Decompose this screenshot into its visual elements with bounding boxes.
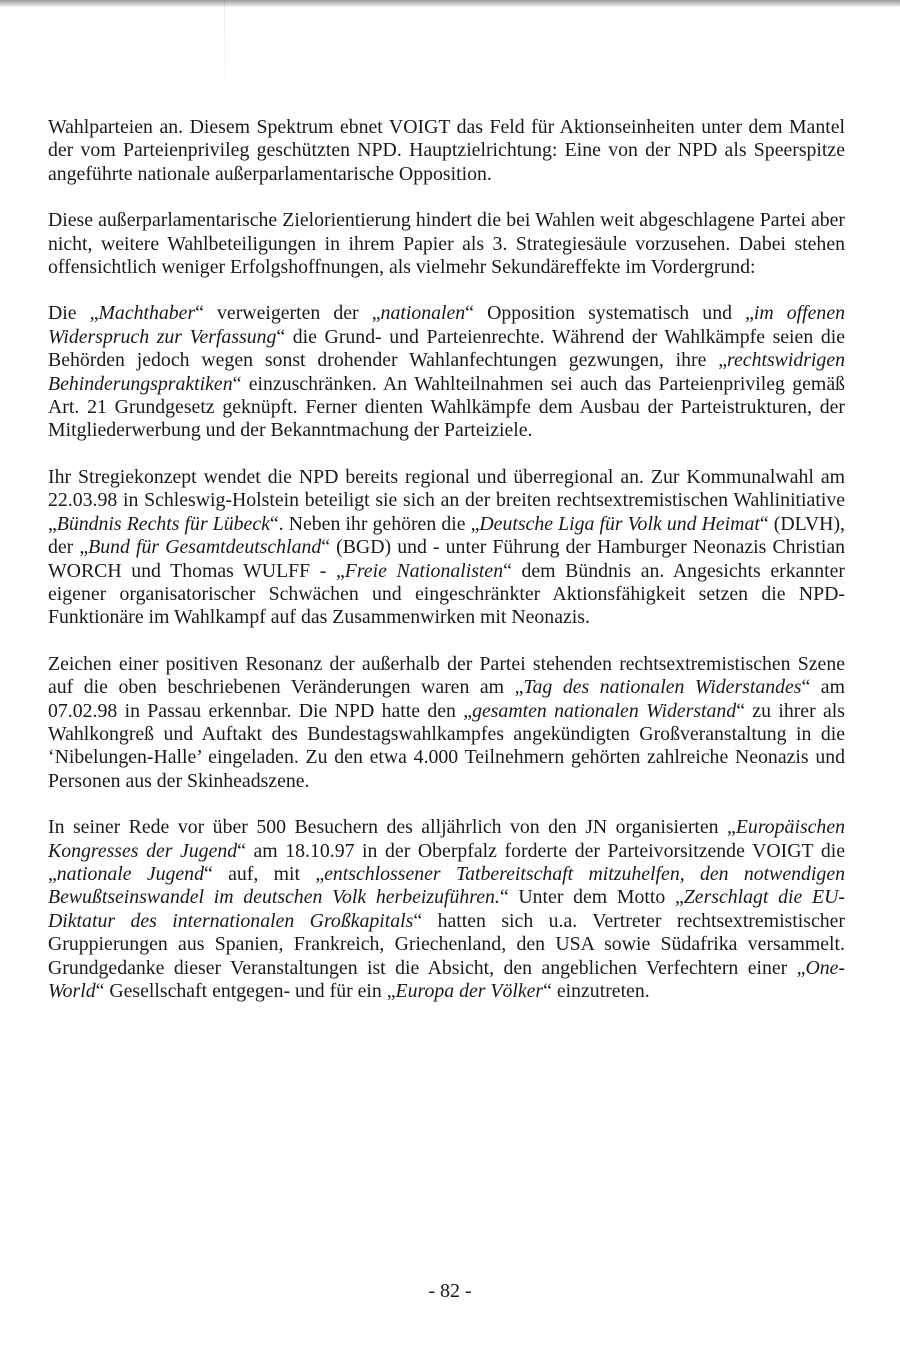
italic-quote: im offenen Widerspruch zur Verfassung [48,302,845,348]
text-run: “ einzuschränken. An Wahlteilnahmen sei auch das Parteienprivileg gemäß Art. 21 Grundgesetz geknüpft. Ferner dienten Wahlkämpfe dem Ausbau der Parteistrukturen, der Mitgliederwerbung und der Bekanntmachung der Parteiziele. [48,372,845,442]
text-run: In seiner Rede vor über 500 Besuchern des alljährlich von den JN organisierten „ [48,816,736,839]
paragraph-1 [48,116,845,186]
text-run: Zeichen einer positiven Resonanz der außerhalb der Partei stehenden rechtsextremistischen Szene auf die oben beschriebenen Veränderungen waren am „ [48,652,845,699]
italic-quote: Zerschlagt die EU-Diktatur des internationalen Großkapitals [48,886,845,932]
scan-top-edge [0,0,900,7]
text-run: “ hatten sich u.a. Vertreter rechtsextremistischer Gruppierungen aus Spanien, Frankreich, Griechenland, den USA sowie Südafrika versammelt. Grundgedanke dieser Veranstaltungen ist die Absicht, den angeblichen Verfechtern einer „ [48,909,845,979]
page-body [48,116,845,1026]
text-run: “ einzutreten. [543,980,650,1002]
italic-quote: Europa der Völker [395,980,544,1002]
paragraph-3 [48,302,845,442]
text-run: “ zu ihrer als Wahlkongreß und Auftakt des Bundestagswahlkampfes angekündigten Großveranstaltung in die ‘Nibelungen-Halle’ eingeladen. Zu den etwa 4.000 Teilnehmern gehörten zahlreiche Neonazis und Personen aus der Skinheadszene. [48,699,845,792]
italic-quote: nationale Jugend [56,862,204,885]
italic-quote: nationalen [380,302,466,325]
text-run: “ verweigerten der „ [195,302,381,325]
paragraph-5 [48,653,845,793]
italic-quote: Bündnis Rechts für Lübeck [56,512,270,535]
text-run: “ die Grund- und Parteienrechte. Während der Wahlkämpfe seien die Behörden jedoch wegen sonst drohender Wahlanfechtungen gezwungen, ihre „ [48,325,845,372]
scan-shadow [224,0,225,100]
paragraph-6 [48,816,845,1003]
italic-quote: Bund für Gesamtdeutschland [88,536,322,559]
italic-quote: Machthaber [98,302,196,325]
text-run: Diese außerparlamentarische Zielorientierung hindert die bei Wahlen weit abgeschlagene Partei aber nicht, weitere Wahlbeteiligungen in ihrem Papier als 3. Strategiesäule vorzusehen. Dabei stehen offensichtlich weniger Erfolgshoffnungen, als vielmehr Sekundäreffekte im Vordergrund: [48,209,845,279]
text-run: “ Opposition systematisch und „ [465,302,754,325]
text-run: “ am 18.10.97 in der Oberpfalz forderte der Parteivorsitzende VOIGT die „ [48,839,845,885]
text-run: “ Gesellschaft entgegen- und für ein „ [95,980,396,1002]
paragraph-2 [48,209,845,279]
text-run: Ihr Stregiekonzept wendet die NPD bereits regional und überregional an. Zur Kommunalwahl am 22.03.98 in Schleswig-Holstein beteiligt sie sich an der breiten rechtsextremistischen Wahlinitiative „ [48,465,845,535]
text-run: “ (BGD) und - unter Führung der Hamburger Neonazis Christian WORCH und Thomas WULFF - „ [48,536,846,582]
text-run: “ (DLVH), der „ [48,512,845,559]
italic-quote: entschlossener Tatbereitschaft mitzuhelfen, den notwendigen Bewußtseinswandel im deutschen Volk herbeizuführen. [48,862,845,909]
text-run: Wahlparteien an. Diesem Spektrum ebnet VOIGT das Feld für Aktionseinheiten unter dem Mantel der vom Parteienprivileg geschützten NPD. Hauptzielrichtung: Eine von der NPD als Speerspitze angeführte nationale außerparlamentarische Opposition. [48,116,845,185]
italic-quote: rechtswidrigen Behinderungspraktiken [48,349,845,395]
text-run: “ am 07.02.98 in Passau erkennbar. Die NPD hatte den „ [48,676,845,722]
italic-quote: Deutsche Liga für Volk und Heimat [479,512,760,535]
text-run: “ Unter dem Motto „ [499,886,684,909]
italic-quote: Freie Nationalisten [344,559,504,582]
paragraph-4 [48,466,845,630]
italic-quote: Europäischen Kongresses der Jugend [48,816,845,862]
text-run: “ auf, mit „ [203,862,325,885]
italic-quote: Tag des nationalen Widerstandes [523,676,802,699]
text-run: Die „ [48,302,99,325]
text-run: “. Neben ihr gehören die „ [269,512,480,535]
italic-quote: One-World [48,956,845,1002]
italic-quote: gesamten nationalen Widerstand [472,699,737,722]
text-run: “ dem Bündnis an. Angesichts erkannter eigener organisatorischer Schwächen und eingeschränkter Aktionsfähigkeit setzen die NPD-Funktionäre im Wahlkampf auf das Zusammenwirken mit Neonazis. [48,559,846,629]
page-number: - 82 - [428,1280,472,1302]
